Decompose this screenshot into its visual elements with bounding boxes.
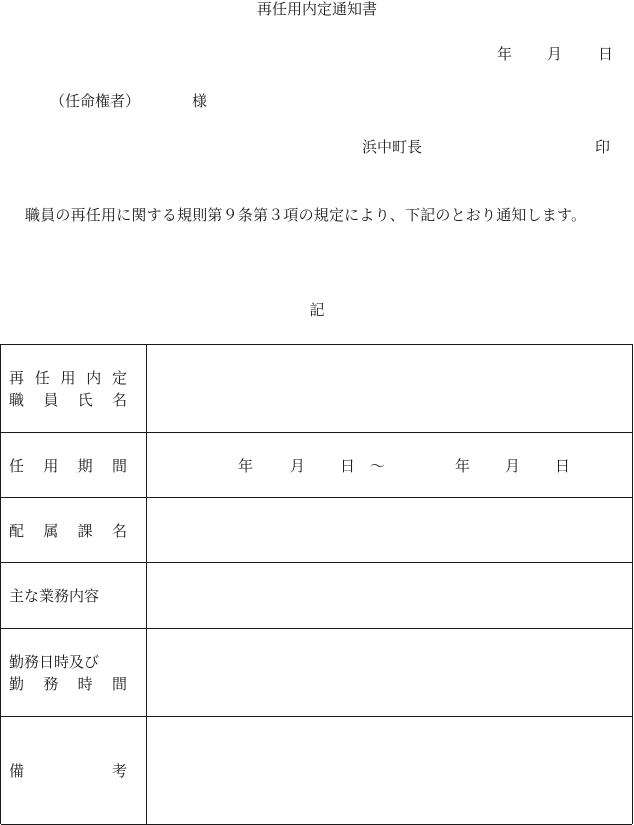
period-start-year: 年 <box>238 457 254 475</box>
table-row-main-duties <box>1 563 632 629</box>
label-appointment-period <box>9 457 127 475</box>
appointment-period-value-cell[interactable] <box>147 433 632 497</box>
label-char: 再 <box>9 369 25 387</box>
label-cell <box>1 345 147 432</box>
label-text: 主な業務内容 <box>9 587 100 605</box>
label-char: 用 <box>60 369 76 387</box>
label-char: 間 <box>111 675 127 693</box>
label-char: 任 <box>34 369 50 387</box>
seal-mark: 印 <box>595 138 611 156</box>
document-title: 再任用内定通知書 <box>256 0 377 18</box>
label-char: 配 <box>9 522 25 540</box>
label-char: 勤 <box>9 675 25 693</box>
department-value-cell[interactable] <box>147 498 632 562</box>
label-cell <box>1 629 147 716</box>
label-department <box>9 522 127 540</box>
label-employee-name-line1 <box>9 369 127 387</box>
period-end-day: 日 <box>555 457 571 475</box>
label-working-days-line1 <box>9 653 127 671</box>
label-employee-name-line2 <box>9 391 127 409</box>
period-start-month: 月 <box>290 457 306 475</box>
label-char: 職 <box>9 391 25 409</box>
label-char: 属 <box>43 522 59 540</box>
label-char: 名 <box>111 522 127 540</box>
label-working-hours-line2 <box>9 675 127 693</box>
main-duties-value-cell[interactable] <box>147 563 632 628</box>
label-char: 用 <box>43 457 59 475</box>
label-char: 内 <box>86 369 102 387</box>
label-char: 間 <box>111 457 127 475</box>
table-row-employee-name <box>1 345 632 433</box>
label-char: 名 <box>111 391 127 409</box>
period-end-year: 年 <box>455 457 471 475</box>
label-char: 課 <box>77 522 93 540</box>
label-cell <box>1 563 147 628</box>
table-row-department <box>1 498 632 563</box>
employee-name-value-cell[interactable] <box>147 345 632 432</box>
recipient-honorific: 様 <box>192 92 208 110</box>
period-end-month: 月 <box>505 457 521 475</box>
label-text: 勤務日時及び <box>9 653 100 671</box>
label-char: 務 <box>43 675 59 693</box>
label-cell <box>1 498 147 562</box>
label-char: 任 <box>9 457 25 475</box>
label-cell <box>1 717 147 824</box>
label-char: 期 <box>77 457 93 475</box>
label-char: 考 <box>111 762 127 780</box>
recipient-label: （任命権者） <box>50 92 141 110</box>
working-hours-value-cell[interactable] <box>147 629 632 716</box>
table-row-appointment-period <box>1 433 632 498</box>
table-row-remarks <box>1 717 632 825</box>
period-start-day: 日 <box>340 457 356 475</box>
label-char: 時 <box>77 675 93 693</box>
record-heading: 記 <box>309 301 325 319</box>
date-day-label: 日 <box>598 45 614 63</box>
notice-body-text: 職員の再任用に関する規則第９条第３項の規定により、下記のとおり通知します。 <box>25 206 587 224</box>
label-char: 氏 <box>77 391 93 409</box>
remarks-value-cell[interactable] <box>147 717 632 824</box>
table-row-working-hours <box>1 629 632 717</box>
details-table <box>0 344 633 824</box>
period-tilde: ～ <box>370 457 386 475</box>
label-remarks <box>9 762 127 780</box>
label-char: 備 <box>9 762 25 780</box>
label-main-duties <box>9 587 127 605</box>
date-year-label: 年 <box>497 45 513 63</box>
date-month-label: 月 <box>547 45 563 63</box>
label-char: 定 <box>111 369 127 387</box>
label-char: 員 <box>43 391 59 409</box>
issuer-name: 浜中町長 <box>362 138 423 156</box>
label-cell <box>1 433 147 497</box>
